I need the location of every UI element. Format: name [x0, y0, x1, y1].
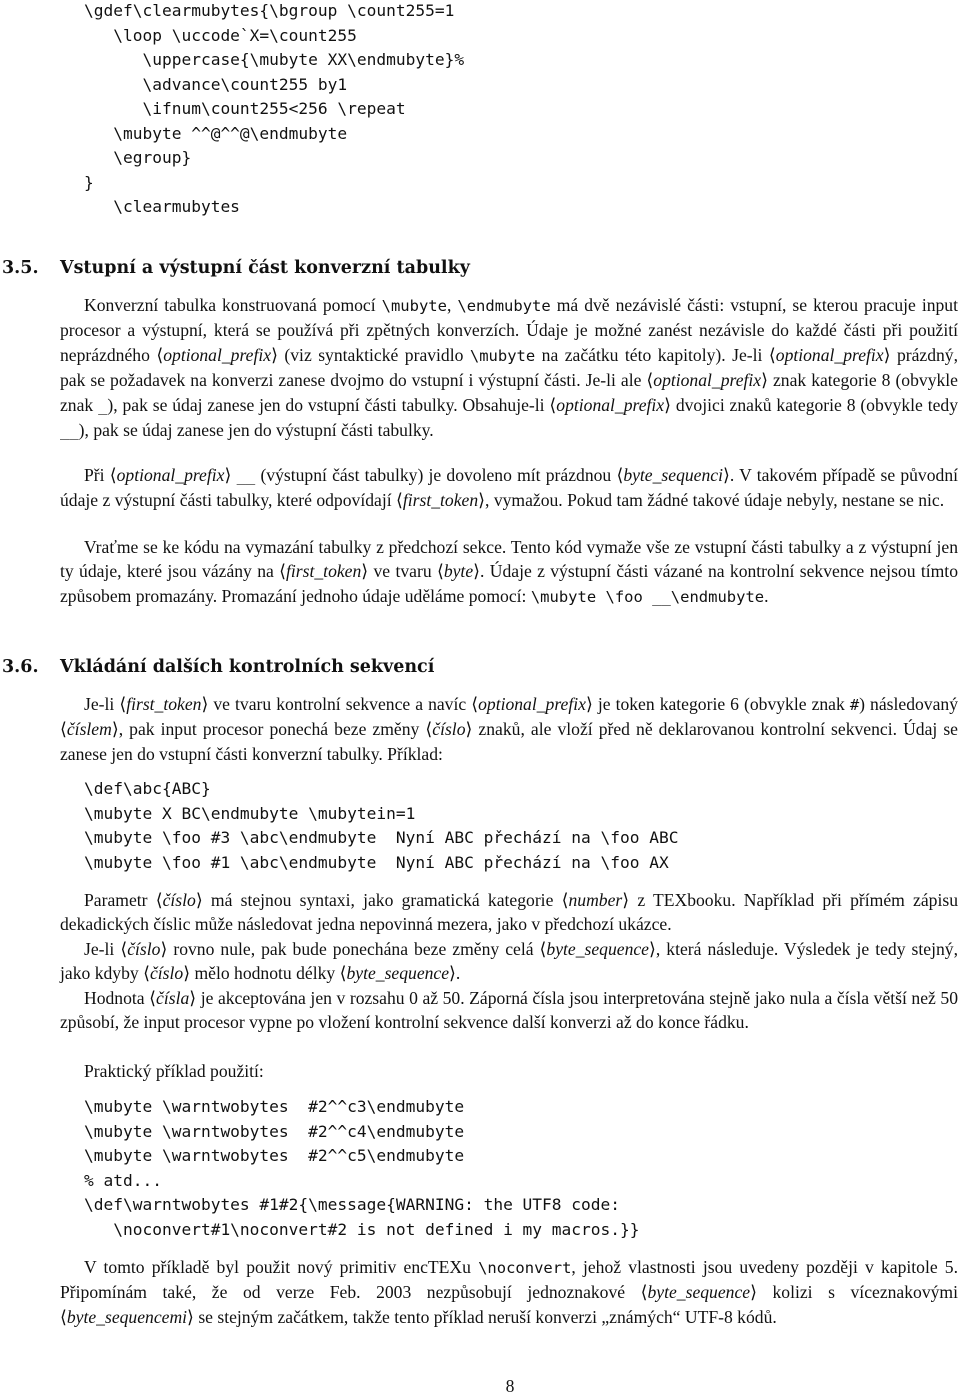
- text-run: ⟨: [149, 988, 157, 1008]
- inline-code: __: [236, 467, 256, 485]
- grammar-term: číslo: [127, 939, 161, 959]
- inline-code: \noconvert: [478, 1259, 572, 1277]
- code-line: }: [84, 172, 94, 192]
- paragraph-number-syntax: [60, 888, 958, 937]
- text-run: . Údaje z výstupní části vázané na kontrolní sekvence nejsou tímto způsobem promazány. Promazání jednoho údaje uděláme pomocí:: [60, 561, 958, 606]
- text-run: ) následovaný: [859, 694, 959, 714]
- text-run: znaků, ale vloží před ně deklarovanou kontrolní sekvenci. Údaj se zanese jen do vstupní části konverzní tabulky. Příklad:: [60, 719, 958, 764]
- text-run: ⟩: [187, 1306, 194, 1327]
- text-run: ⟨: [155, 890, 163, 910]
- text-run: ,: [446, 295, 458, 315]
- grammar-term: číslo: [162, 890, 196, 910]
- text-run: ⟩: [160, 939, 168, 959]
- text-run: ve tvaru kontrolní sekvence a navíc: [208, 694, 472, 714]
- section-title: Vstupní a výstupní část konverzní tabulky: [60, 258, 470, 278]
- grammar-term: čísla: [156, 988, 190, 1008]
- grammar-term: byte_sequence: [647, 1282, 751, 1303]
- code-block-practical: [84, 1095, 640, 1242]
- text-run: ⟨: [60, 1306, 67, 1327]
- text-run: ⟩: [189, 988, 197, 1008]
- text-run: ⟩: [585, 694, 593, 714]
- grammar-term: optional_prefix: [775, 344, 884, 365]
- code-line: \def\abc{ABC}: [84, 779, 211, 798]
- inline-code: _: [98, 396, 108, 415]
- paragraph-practical-example-intro: [60, 1059, 958, 1083]
- text-run: , která následuje. Výsledek je tedy stejný, jako kdyby: [60, 939, 958, 984]
- code-block-example: [84, 777, 679, 875]
- text-run: Parametr: [84, 890, 156, 910]
- text-run: ⟩: [183, 963, 191, 984]
- text-run: je token kategorie 6 (obvykle znak: [592, 694, 850, 714]
- inline-code: \mubyte: [469, 346, 536, 365]
- text-run: (viz syntaktické pravidlo: [277, 344, 470, 365]
- code-line: \uppercase{\mubyte XX\endmubyte}%: [84, 50, 465, 69]
- grammar-term: optional_prefix: [116, 465, 225, 485]
- code-line: \mubyte \warntwobytes #2^^c3\endmubyte: [84, 1097, 465, 1116]
- code-line: \mubyte \foo #1 \abc\endmubyte Nyní ABC přechází na \foo AX: [84, 852, 669, 872]
- text-run: Praktický příklad použití:: [84, 1061, 264, 1081]
- text-run: ⟨: [425, 719, 433, 740]
- text-run: Konverzní tabulka konstruovaná pomocí: [84, 295, 382, 315]
- text-run: ⟩: [224, 465, 232, 485]
- code-line: \def\warntwobytes #1#2{\message{WARNING: the UTF8 code:: [84, 1195, 621, 1214]
- text-run: , vymažou. Pokud tam žádné takové údaje nebyly, nestane se nic.: [485, 490, 945, 511]
- text-run: , jehož vlastnosti jsou uvedeny později v kapitole 5. Připomínám také, že od verze Feb. 2003 nezpůsobují jednoznakové: [60, 1257, 958, 1303]
- grammar-term: byte_sequence: [346, 963, 450, 984]
- text-run: na začátku této kapitoly). Je-li: [535, 344, 769, 365]
- paragraph-conversion-table-parts: [60, 293, 958, 443]
- text-run: ⟨: [120, 939, 128, 959]
- code-line: \noconvert#1\noconvert#2 is not defined i my macros.}}: [84, 1219, 640, 1239]
- grammar-term: číslo: [432, 719, 466, 740]
- grammar-term: optional_prefix: [163, 344, 272, 365]
- text-run: ), pak se údaj zanese jen do vstupní části tabulky. Obsahuje-li: [107, 394, 550, 415]
- text-run: ⟨: [549, 394, 557, 415]
- code-line: \mubyte \foo #3 \abc\endmubyte Nyní ABC přechází na \foo ABC: [84, 828, 679, 847]
- paragraph-insert-control-sequences: [60, 692, 958, 766]
- text-run: Je-li: [84, 939, 121, 959]
- text-run: znak kategorie 8 (obvykle znak: [60, 370, 958, 415]
- code-line: \ifnum\count255<256 \repeat: [84, 99, 406, 118]
- text-run: ⟩: [473, 561, 481, 582]
- text-run: ⟩: [722, 465, 730, 485]
- paragraph-number-range: [60, 986, 958, 1035]
- grammar-term: byte_sequencemi: [66, 1306, 188, 1327]
- text-run: ), pak se údaj zanese jen do výstupní části tabulky.: [78, 420, 434, 441]
- grammar-term: číslem: [66, 719, 112, 740]
- text-run: ⟨: [436, 561, 444, 582]
- section-title: Vkládání dalších kontrolních sekvencí: [60, 657, 435, 677]
- text-run: kolizi s víceznakovými: [756, 1282, 958, 1303]
- grammar-term: byte_sequenci: [623, 465, 723, 485]
- text-run: ⟨: [640, 1282, 648, 1303]
- code-line: % atd...: [84, 1170, 162, 1190]
- grammar-term: first_token: [402, 490, 479, 511]
- text-run: mělo hodnotu délky: [190, 963, 340, 984]
- text-run: ⟩: [465, 719, 473, 740]
- text-run: . V takovém případě se původní údaje z výstupní části tabulky, které odpovídají: [60, 465, 959, 511]
- text-run: prázdný, pak se požadavek na konverzi zanese dvojmo do vstupní i výstupní části. Je-li ale: [60, 344, 959, 391]
- text-run: má dvě nezávislé části: vstupní, se kterou pracuje input procesor a výstupní, která se používá při zpětných konverzích. Údaje je možné zanést nezávisle do každé části při použití neprázdného: [60, 295, 958, 365]
- text-run: ⟩: [111, 719, 119, 740]
- text-run: ⟩: [271, 344, 278, 365]
- code-line: \egroup}: [84, 148, 192, 167]
- code-line: \advance\count255 by1: [84, 74, 348, 94]
- text-run: Hodnota: [84, 988, 150, 1008]
- inline-code: \mubyte: [381, 297, 447, 315]
- inline-code: \endmubyte: [457, 297, 551, 315]
- code-block-clearmubytes: [84, 0, 464, 220]
- grammar-term: optional_prefix: [478, 694, 586, 714]
- grammar-term: optional_prefix: [556, 394, 665, 415]
- section-number: 3.6.: [2, 657, 39, 677]
- text-run: ⟨: [471, 694, 479, 714]
- code-line: \gdef\clearmubytes{\bgroup \count255=1: [84, 1, 455, 20]
- text-run: ⟩: [478, 490, 486, 511]
- text-run: ⟨: [279, 561, 287, 582]
- paragraph-zero-number: [60, 937, 958, 986]
- text-run: ⟨: [561, 890, 569, 910]
- code-line: \mubyte X BC\endmubyte \mubytein=1: [84, 803, 416, 823]
- text-run: ⟩: [449, 963, 456, 984]
- grammar-term: optional_prefix: [653, 370, 762, 391]
- text-run: ⟨: [396, 490, 403, 511]
- text-run: ⟨: [60, 719, 67, 740]
- text-run: ⟨: [119, 694, 127, 714]
- text-run: ve tvaru: [368, 561, 437, 582]
- text-run: ⟩: [750, 1282, 757, 1303]
- code-line: \clearmubytes: [84, 197, 240, 216]
- text-run: je akceptována jen v rozsahu 0 až 50. Záporná čísla jsou interpretována stejně jako nula a čísla větší než 50 způsobí, že input procesor vypne po vložení kontrolní sekvence další konverzi až do konce řádku.: [60, 988, 958, 1033]
- section-number: 3.5.: [2, 258, 39, 278]
- grammar-term: byte_sequence: [546, 939, 649, 959]
- text-run: V tomto příkladě byl použit nový primitiv encTEXu: [84, 1257, 479, 1277]
- text-run: .: [455, 963, 461, 984]
- text-run: (výstupní část tabulky) je dovoleno mít prázdnou: [255, 465, 617, 485]
- code-line: \mubyte \warntwobytes #2^^c5\endmubyte: [84, 1146, 465, 1165]
- text-run: ⟩: [195, 890, 203, 910]
- text-run: ⟨: [768, 344, 776, 365]
- text-run: ⟨: [539, 939, 547, 959]
- text-run: ⟩: [649, 939, 656, 959]
- grammar-term: číslo: [149, 963, 184, 984]
- paragraph-clear-table: [60, 535, 958, 609]
- text-run: ⟨: [143, 963, 150, 984]
- code-line: \mubyte ^^@^^@\endmubyte: [84, 123, 348, 143]
- section-heading-3-5: [2, 256, 470, 280]
- grammar-term: first_token: [126, 694, 202, 714]
- text-run: ⟨: [339, 963, 347, 984]
- text-run: ⟩: [201, 694, 209, 714]
- text-run: ⟩: [761, 370, 768, 391]
- paragraph-empty-byte-sequence: [60, 463, 958, 513]
- text-run: dvojici znaků kategorie 8 (obvykle tedy: [671, 394, 958, 415]
- text-run: má stejnou syntaxi, jako gramatická kategorie: [202, 890, 562, 910]
- code-line: \loop \uccode`X=\count255: [84, 25, 357, 45]
- text-run: Vraťme se ke kódu na vymazání tabulky z předchozí sekce. Tento kód vymaže vše ze vstupní části tabulky a z výstupní jen ty údaje, které jsou vázány na: [60, 537, 958, 582]
- text-run: ⟩: [622, 890, 630, 910]
- grammar-term: byte: [443, 561, 474, 582]
- text-run: ⟨: [109, 465, 117, 485]
- text-run: z TEXbooku. Například při přímém zápisu dekadických číslic může následovat jedna nepovinná mezera, jako v předchozí ukázce.: [60, 890, 958, 935]
- text-run: ⟨: [616, 465, 624, 485]
- section-heading-3-6: [2, 655, 434, 679]
- inline-code: #: [849, 696, 860, 714]
- page-number: 8: [505, 1376, 515, 1396]
- text-run: Je-li: [84, 694, 120, 714]
- text-run: , pak input procesor ponechá beze změny: [118, 719, 426, 740]
- text-run: ⟨: [646, 370, 654, 391]
- inline-code: __: [60, 422, 79, 441]
- text-run: ⟩: [883, 344, 891, 365]
- text-run: rovno nule, pak bude ponechána beze změny celá: [167, 939, 540, 959]
- text-run: Při: [84, 465, 110, 485]
- text-run: ⟨: [156, 344, 164, 365]
- text-run: .: [764, 585, 769, 606]
- text-run: se stejným začátkem, takže tento příklad neruší konverzi „známých“ UTF-8 kódů.: [193, 1306, 777, 1327]
- text-run: ⟩: [361, 561, 369, 582]
- paragraph-noconvert-note: [60, 1255, 958, 1329]
- text-run: ⟩: [664, 394, 671, 415]
- grammar-term: first_token: [286, 561, 362, 582]
- code-line: \mubyte \warntwobytes #2^^c4\endmubyte: [84, 1121, 465, 1141]
- inline-code: \mubyte \foo __\endmubyte: [530, 587, 765, 606]
- grammar-term: number: [568, 890, 623, 910]
